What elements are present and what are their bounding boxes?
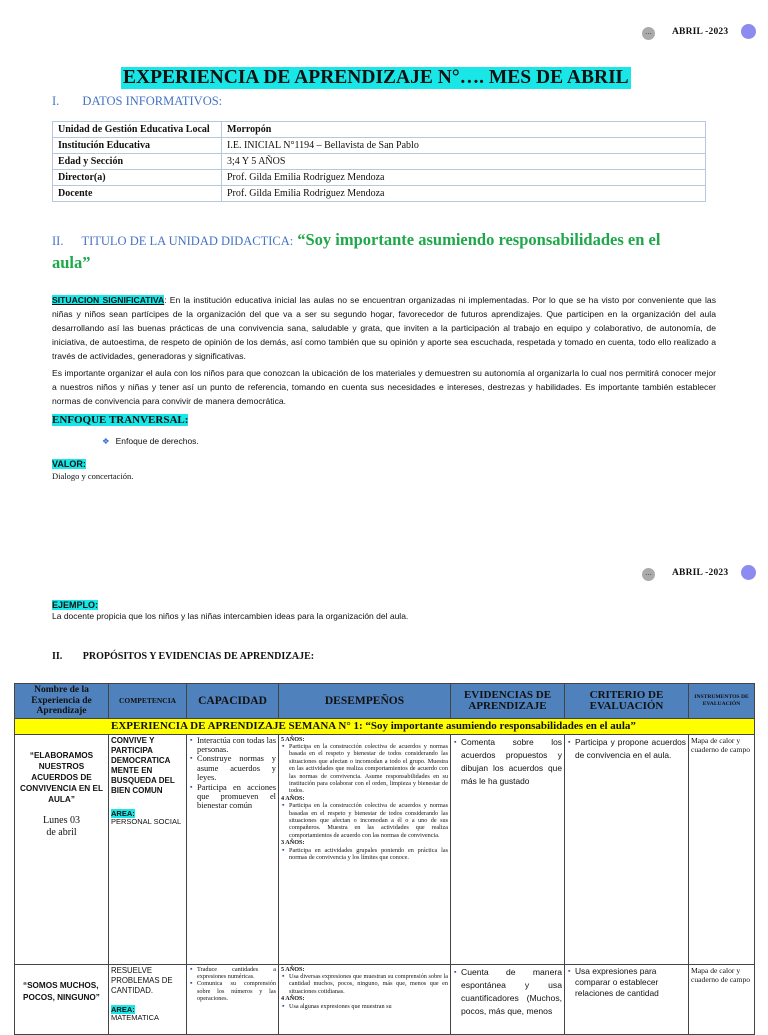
criteria-cell (565, 734, 689, 964)
info-key: Institución Educativa (53, 138, 222, 154)
header-cell: CRITERIO DE EVALUACIÓN (565, 684, 689, 719)
valor-text: Dialogo y concertación. (52, 471, 134, 481)
area-label: AREA: (111, 808, 135, 818)
experience-name: “ELABORAMOS NUESTROS ACUERDOS DE CONVIVENCIA EN EL AULA” (20, 750, 103, 804)
performance-item: ▪ Participa en la construcción colectiva de acuerdos y normas basada en el respeto y bienestar de todos considerando las situaciones que afectan o incomodan a todo el grupo. Muestra en las actividades que realiza comportamientos de acuerdo con las normas de convivencia. Asume responsabilidades en su institución para colaborar con el orden, limpieza y bienestar de todos. (289, 743, 448, 795)
valor-label: VALOR: (52, 459, 86, 469)
performance-item: ▪ Usa algunas expresiones que muestran su (289, 1003, 448, 1010)
header-cell: Nombre de la Experiencia de Aprendizaje (15, 684, 109, 719)
criteria-item: ▪ Participa y propone acuerdos de convivencia en el aula. (575, 736, 686, 762)
competence-text: RESUELVE PROBLEMAS DE CANTIDAD. (111, 965, 173, 995)
info-key: Director(a) (53, 170, 222, 186)
area-label: AREA: (111, 1004, 135, 1014)
criteria-item: ▪ Usa expresiones para comparar o establecer relaciones de cantidad (575, 966, 686, 999)
ellipsis-icon: ... (642, 27, 655, 40)
evidence-cell (451, 734, 565, 964)
week-row (15, 718, 755, 734)
diamond-bullet-icon: ❖ (102, 436, 110, 446)
section-number: II. (52, 234, 64, 248)
unit-title: “Soy importante asumiendo responsabilidades en el (297, 230, 661, 249)
info-key: Edad y Sección (53, 154, 222, 170)
situacion-label: SITUACION SIGNIFICATIVA (52, 295, 165, 305)
section-label: TITULO DE LA UNIDAD DIDACTICA: (81, 234, 294, 248)
area-value: MATEMATICA (111, 1013, 160, 1022)
instrument-cell: Mapa de calor y cuaderno de campo (689, 734, 755, 964)
section-number: II. (52, 651, 63, 662)
header-date: ABRIL -2023 (672, 27, 729, 37)
section-label: PROPÓSITOS Y EVIDENCIAS DE APRENDIZAJE: (82, 651, 315, 662)
ellipsis-icon: ... (642, 568, 655, 581)
capacity-item: ▪ Interactúa con todas las personas. (197, 736, 276, 755)
unit-title-end: aula” (52, 253, 91, 272)
section-3-heading (52, 651, 314, 662)
info-row (53, 170, 706, 186)
age-label: 5 AÑOS: (281, 735, 305, 743)
competence-text: CONVIVE Y PARTICIPA DEMOCRATICA MENTE EN BUSQUEDA DEL BIEN COMUN (111, 735, 175, 795)
section-number: I. (52, 94, 60, 108)
evidence-item: ▪ Cuenta de manera espontánea y usa cuantificadores (Muchos, pocos, más que, menos (461, 966, 562, 1018)
situacion-text: : En la institución educativa inicial las aulas no se encuentran organizadas ni implementadas. Por lo que se ha visto por conveniente que las niñas y niños sean partícipes de la organización del que va a ser su segundo hogar, favorecedor de futuros aprendizajes. Que participen en la organización del aula desarrollando así las buenas prácticas de una convivencia sana, saludable y grata, que inviten a la participación al trabajo en equipo y colaborativo, de autonomía, de iniciativa, de autoestima, de respeto de opinión de los demás, así como también que su opinión y aporte sea escuchada, respetada y tomado en cuenta, todo ello realizado a través de actividades, generadoras y significativas. (52, 295, 716, 361)
area-block (111, 810, 184, 827)
performance-cell (279, 734, 451, 964)
experience-name: “SOMOS MUCHOS, POCOS, NINGUNO” (23, 980, 100, 1002)
enfoque-text: Enfoque de derechos. (115, 436, 199, 446)
header-cell: CAPACIDAD (187, 684, 279, 719)
info-row (53, 122, 706, 138)
week-title: EXPERIENCIA DE APRENDIZAJE SEMANA N° 1: “Soy importante asumiendo responsabilidades en el aula” (15, 718, 755, 734)
performance-item: ▪ Usa diversas expresiones que muestran su comprensión sobre la cantidad muchos, pocos, ninguno, más que, menos que en situaciones cotidianas. (289, 973, 448, 995)
info-row (53, 154, 706, 170)
enfoque-label: ENFOQUE TRANVERSAL: (52, 414, 189, 426)
header-date: ABRIL -2023 (672, 568, 729, 578)
area-value: PERSONAL SOCIAL (111, 817, 182, 826)
capacity-cell (187, 734, 279, 964)
capacity-item: ▪ Construye normas y asume acuerdos y leyes. (197, 754, 276, 782)
info-table (52, 121, 706, 202)
age-label: 4 AÑOS: (281, 794, 305, 802)
info-key: Unidad de Gestión Educativa Local (53, 122, 222, 138)
ejemplo-label: EJEMPLO: (52, 600, 99, 610)
situacion-significativa (52, 293, 716, 363)
circle-icon (741, 565, 756, 580)
header-cell: COMPETENCIA (109, 684, 187, 719)
performance-item: ▪ Participa en actividades grupales poniendo en práctica las normas de convivencia y los límites que conoce. (289, 847, 448, 862)
page-header (568, 23, 768, 43)
info-value: Prof. Gilda Emilia Rodríguez Mendoza (222, 186, 706, 202)
purposes-table (14, 683, 754, 1035)
info-value: I.E. INICIAL N°1194 – Bellavista de San Pablo (222, 138, 706, 154)
age-label: 5 AÑOS: (281, 965, 305, 973)
header-cell: DESEMPEÑOS (279, 684, 451, 719)
section-2-heading (52, 229, 712, 275)
info-value: Morropón (222, 122, 706, 138)
table-row (15, 734, 755, 964)
evidence-item: ▪ Comenta sobre los acuerdos propuestos y dibujan los acuerdos que más le ha gustado (461, 736, 562, 788)
circle-icon (741, 24, 756, 39)
header-cell: INSTRUMENTOS DE EVALUACIÓN (689, 684, 755, 719)
age-label: 3 AÑOS: (281, 839, 305, 847)
experience-date (17, 815, 106, 839)
section-label: DATOS INFORMATIVOS: (82, 94, 223, 108)
header-cell: EVIDENCIAS DE APRENDIZAJE (451, 684, 565, 719)
page-title: EXPERIENCIA DE APRENDIZAJE N°…. MES DE ABRIL (123, 67, 629, 88)
date-line: de abril (46, 826, 77, 838)
capacity-item: ▪ Comunica su comprensión sobre los números y las operaciones. (197, 980, 276, 1002)
situacion-paragraph-2: Es importante organizar el aula con los niños para que conozcan la ubicación de los materiales y demuestren su autonomía al organizarla lo cual nos permitirá conocer mejor a nuestros niños y niñas y tener así un punto de referencia, tomando en cuenta sus necesidades e intereses, destrezas y habilidades. Es importante también establecer normas de convivencia para convivir de manera democrática. (52, 368, 716, 406)
ejemplo-text: La docente propicia que los niños y las niñas intercambien ideas para la organización del aula. (52, 611, 409, 621)
capacity-item: ▪ Traduce cantidades a expresiones numéricas. (197, 966, 276, 981)
performance-item: ▪ Participa en la construcción colectiva de acuerdos y normas basadas en el respeto y bienestar de todos considerando las situaciones que afectan o incomodan a él o a uno de sus compañeros. Muestra en las actividades que realiza comportamientos de acuerdo con las normas de convivencia. (289, 802, 448, 839)
info-row (53, 186, 706, 202)
competence-cell (109, 734, 187, 964)
experience-cell (15, 734, 109, 964)
capacity-item: ▪ Participa en acciones que promueven el bienestar común (197, 783, 276, 811)
page-header-2 (568, 564, 768, 584)
enfoque-item (102, 436, 199, 447)
info-value: Prof. Gilda Emilia Rodríguez Mendoza (222, 170, 706, 186)
date-line: Lunes 03 (43, 814, 80, 826)
info-row (53, 138, 706, 154)
age-label: 4 AÑOS: (281, 995, 305, 1003)
area-block (111, 1006, 184, 1023)
section-1-heading (52, 94, 222, 109)
info-key: Docente (53, 186, 222, 202)
table-header-row (15, 684, 755, 719)
instrument-cell: Mapa de calor y cuaderno de campo (689, 964, 755, 1034)
info-value: 3;4 Y 5 AÑOS (222, 154, 706, 170)
